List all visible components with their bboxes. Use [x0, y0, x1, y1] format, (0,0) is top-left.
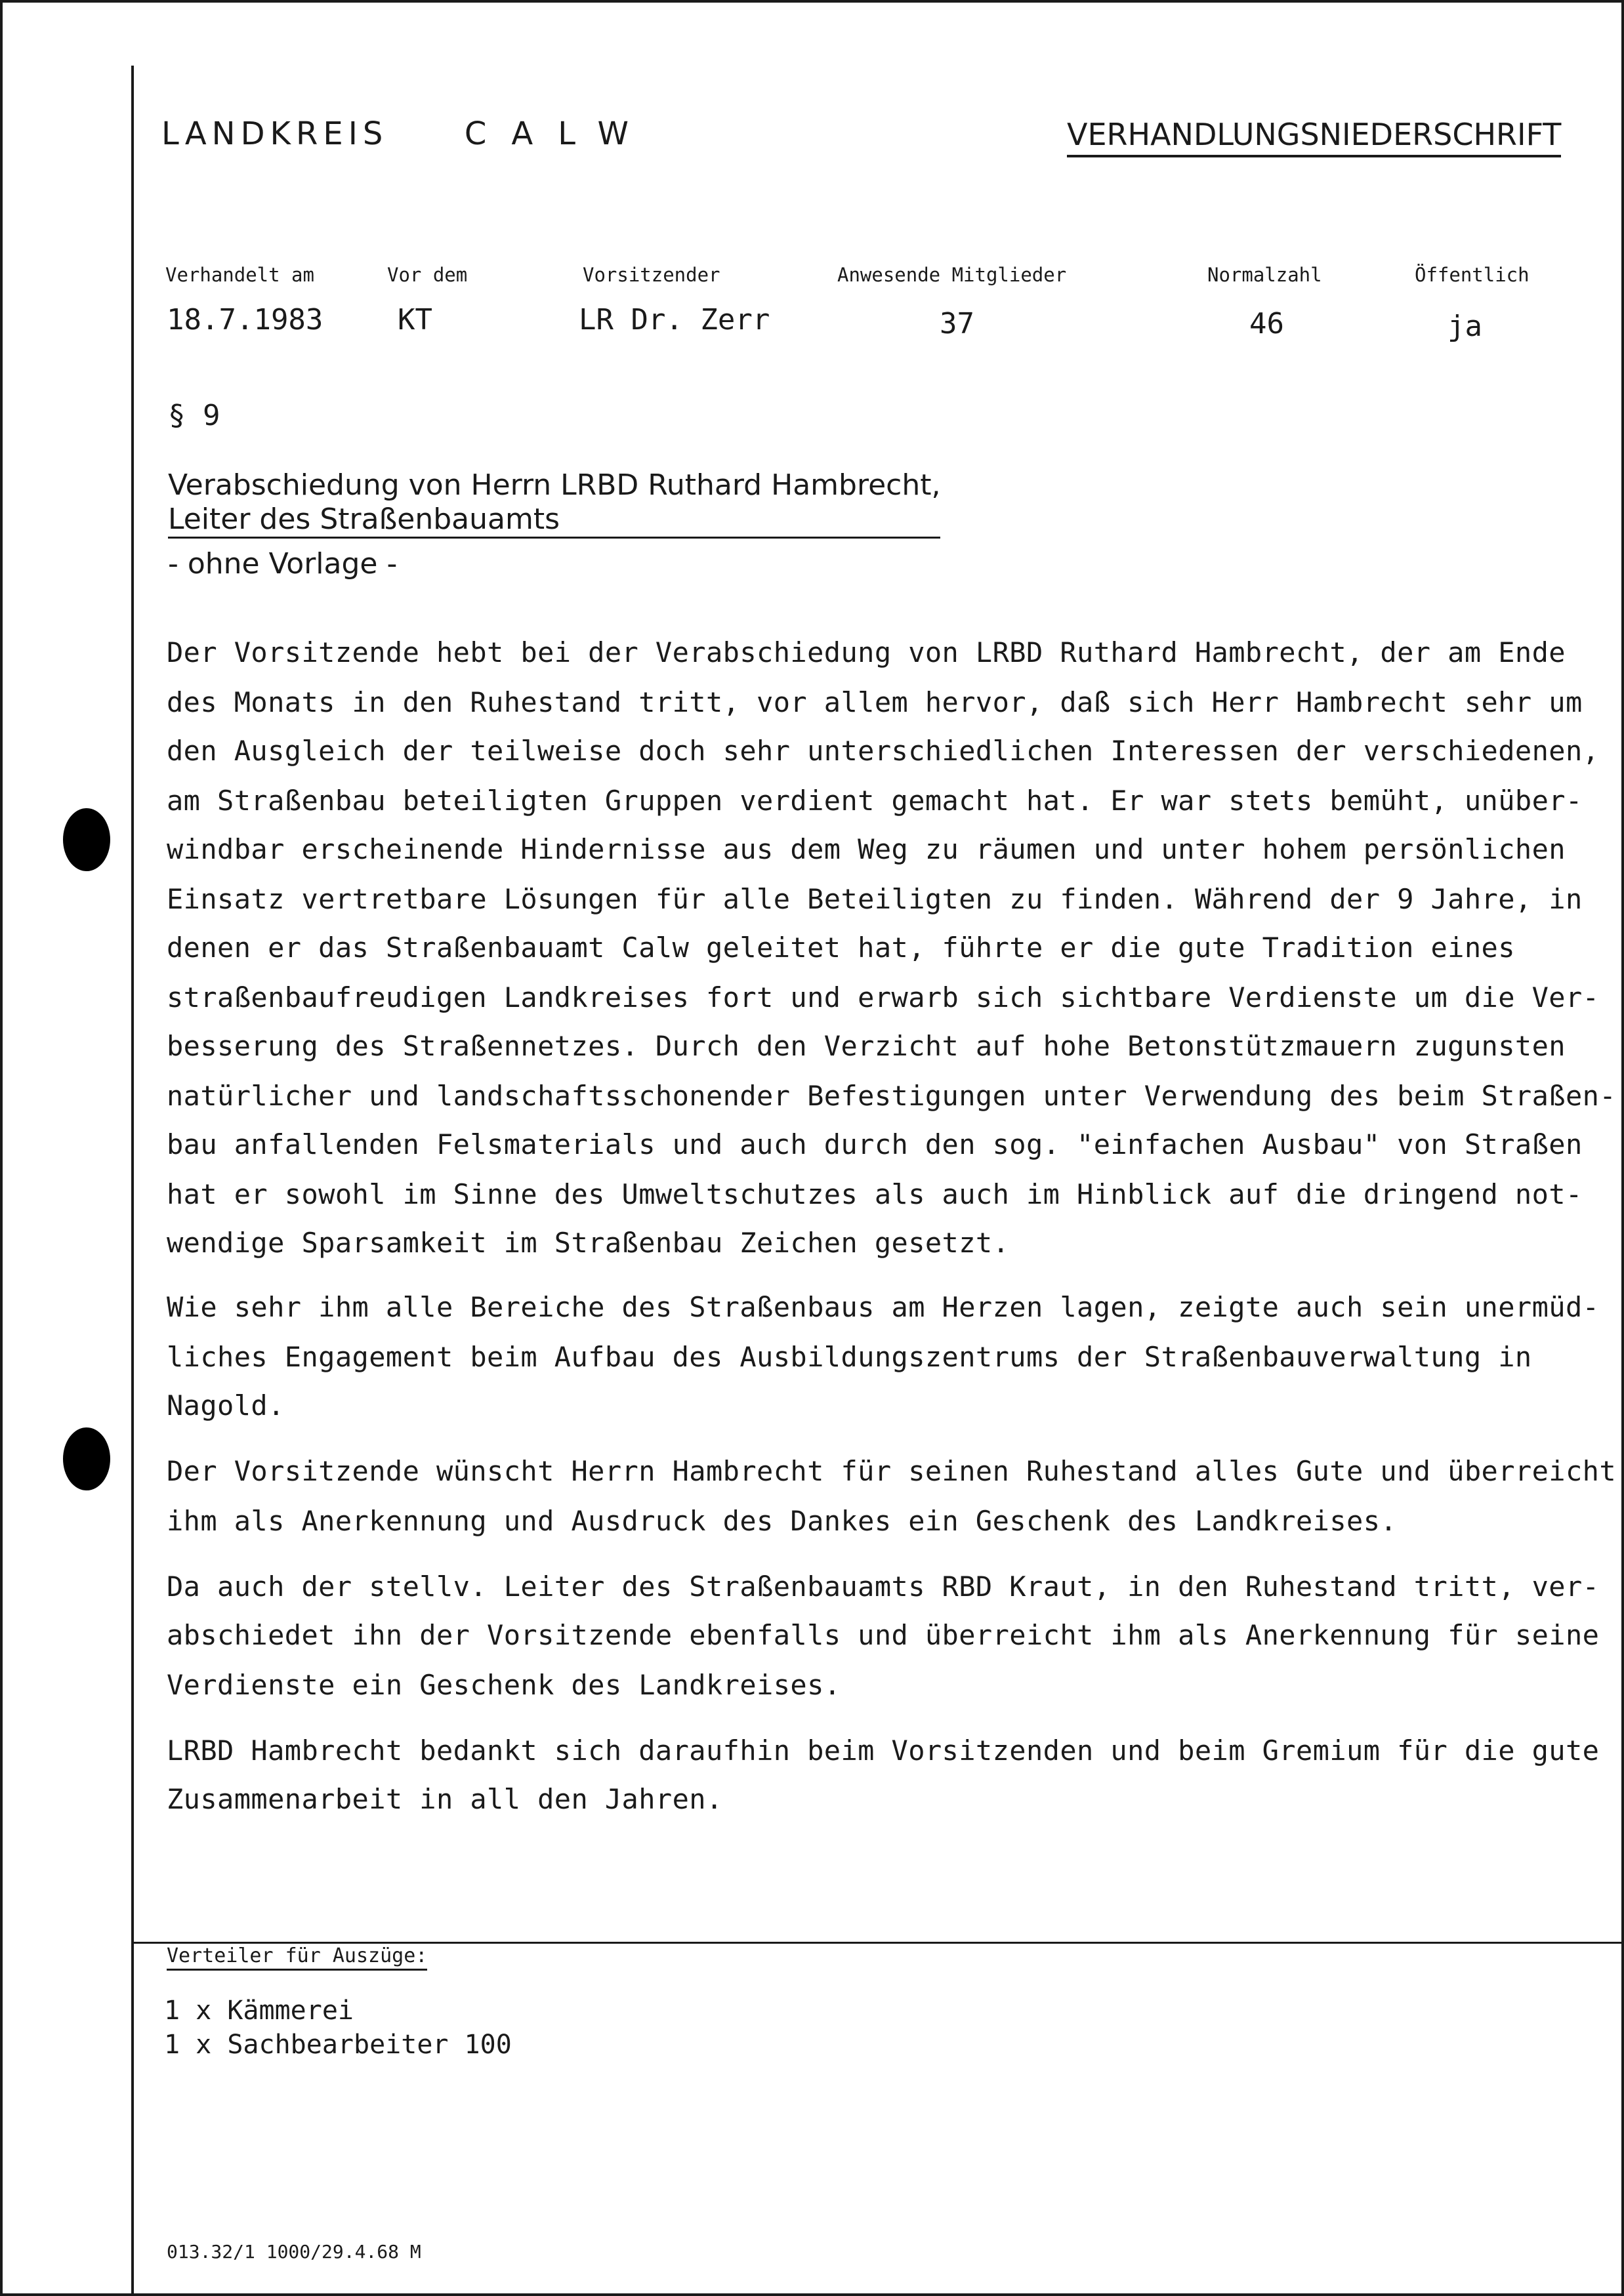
section-title [168, 468, 940, 539]
meta-label-chair: Vorsitzender [583, 264, 720, 286]
page-border-right [1621, 0, 1624, 2296]
body-line: Einsatz vertretbare Lösungen für alle Beteiligten zu finden. Während der 9 Jahre, in [167, 883, 1583, 915]
meta-label-public: Öffentlich [1415, 264, 1530, 286]
body-line: LRBD Hambrecht bedankt sich daraufhin beim Vorsitzenden und beim Gremium für die gute [167, 1734, 1600, 1767]
body-line: den Ausgleich der teilweise doch sehr unterschiedlichen Interessen der verschiedenen, [167, 735, 1600, 767]
meta-value-present: 37 [940, 307, 974, 340]
meta-label-present: Anwesende Mitglieder [837, 264, 1067, 286]
body-line: Nagold. [167, 1389, 285, 1422]
body-line: ihm als Anerkennung und Ausdruck des Dankes ein Geschenk des Landkreises. [167, 1505, 1398, 1537]
body-line: besserung des Straßennetzes. Durch den Verzicht auf hohe Betonstützmauern zugunsten [167, 1030, 1566, 1062]
header-authority-prefix: LANDKREIS [161, 115, 388, 152]
body-line: abschiedet ihn der Vorsitzende ebenfalls und überreicht ihm als Anerkennung für seine [167, 1619, 1600, 1651]
header-authority [161, 115, 654, 152]
punch-hole-upper [63, 808, 110, 871]
meta-value-chair: LR Dr. Zerr [579, 303, 770, 337]
meta-value-body: KT [398, 303, 432, 337]
body-line: straßenbaufreudigen Landkreises fort und erwarb sich sichtbare Verdienste um die Ver- [167, 981, 1600, 1014]
body-line: wendige Sparsamkeit im Straßenbau Zeichen gesetzt. [167, 1227, 1010, 1259]
meta-label-date: Verhandelt am [165, 264, 314, 286]
body-line: am Straßenbau beteiligten Gruppen verdient gemacht hat. Er war stets bemüht, unüber- [167, 785, 1583, 817]
footer-divider [131, 1942, 1624, 1944]
section-title-line1: Verabschiedung von Herrn LRBD Ruthard Hambrecht, [168, 468, 941, 502]
meta-label-body: Vor dem [387, 264, 468, 286]
body-line: des Monats in den Ruhestand tritt, vor allem hervor, daß sich Herr Hambrecht sehr um [167, 686, 1583, 718]
page-border-top [0, 0, 1624, 3]
meta-label-normal: Normalzahl [1207, 264, 1322, 286]
body-line: Da auch der stellv. Leiter des Straßenbauamts RBD Kraut, in den Ruhestand tritt, ver- [167, 1570, 1600, 1603]
body-line: Der Vorsitzende hebt bei der Verabschiedung von LRBD Ruthard Hambrecht, der am Ende [167, 636, 1566, 668]
distribution-item: 1 x Kämmerei [164, 1996, 354, 2026]
document-type-title: VERHANDLUNGSNIEDERSCHRIFT [1067, 117, 1561, 157]
header-authority-name: CALW [464, 115, 654, 152]
body-line: Der Vorsitzende wünscht Herrn Hambrecht für seinen Ruhestand alles Gute und überreicht [167, 1455, 1617, 1487]
page-border-left [0, 0, 3, 2296]
body-line: denen er das Straßenbauamt Calw geleitet hat, führte er die gute Tradition eines [167, 932, 1515, 964]
meta-value-date: 18.7.1983 [167, 303, 323, 337]
section-title-line2: Leiter des Straßenbauamts [168, 502, 940, 539]
body-line: bau anfallenden Felsmaterials und auch durch den sog. "einfachen Ausbau" von Straßen [167, 1128, 1583, 1160]
meta-value-public: ja [1447, 310, 1482, 343]
distribution-heading: Verteiler für Auszüge: [167, 1944, 427, 1971]
body-line: hat er sowohl im Sinne des Umweltschutzes als auch im Hinblick auf die dringend not- [167, 1178, 1583, 1210]
section-number: § 9 [168, 399, 220, 432]
body-line: windbar erscheinende Hindernisse aus dem Weg zu räumen und unter hohem persönlichen [167, 833, 1566, 865]
body-line: natürlicher und landschaftsschonender Befestigungen unter Verwendung des beim Straßen- [167, 1080, 1617, 1112]
distribution-item: 1 x Sachbearbeiter 100 [164, 2030, 512, 2060]
form-code: 013.32/1 1000/29.4.68 M [167, 2241, 421, 2263]
body-line: Verdienste ein Geschenk des Landkreises. [167, 1669, 841, 1701]
body-line: Zusammenarbeit in all den Jahren. [167, 1783, 723, 1815]
punch-hole-lower [63, 1427, 110, 1490]
section-note: - ohne Vorlage - [168, 547, 398, 581]
meta-value-normal: 46 [1249, 307, 1284, 340]
page-border-bottom [0, 2293, 1624, 2296]
body-line: liches Engagement beim Aufbau des Ausbildungszentrums der Straßenbauverwaltung in [167, 1341, 1532, 1373]
margin-rule [131, 66, 134, 2296]
body-line: Wie sehr ihm alle Bereiche des Straßenbaus am Herzen lagen, zeigte auch sein unermüd- [167, 1291, 1600, 1323]
